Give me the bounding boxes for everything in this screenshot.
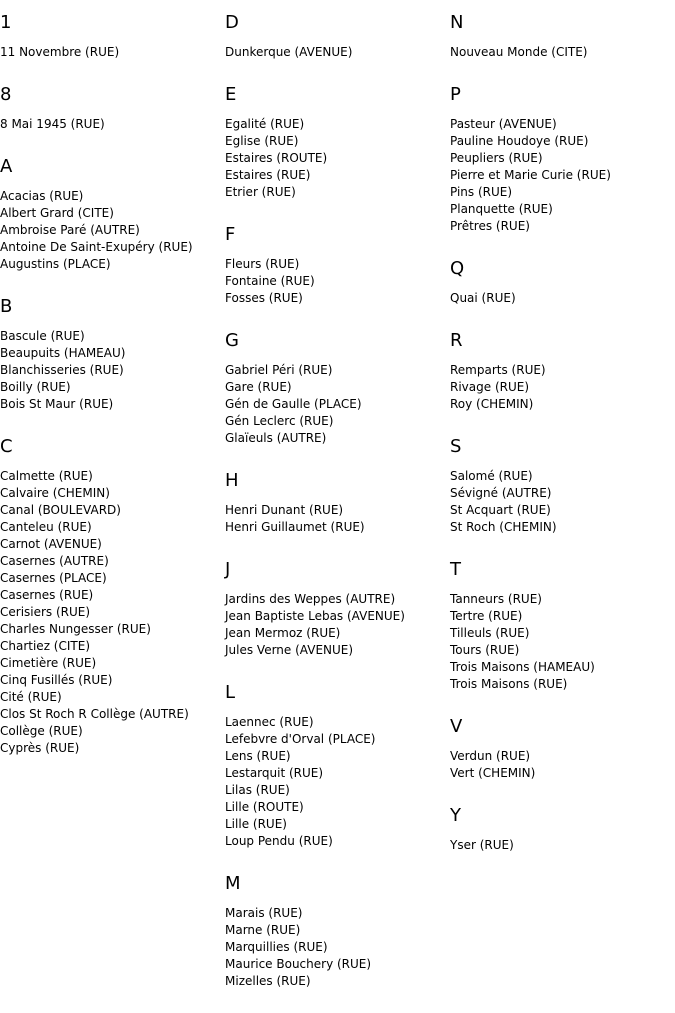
street-item[interactable]: Acacias (RUE) — [0, 189, 84, 203]
letter-group — [225, 470, 447, 536]
street-item[interactable]: Maurice Bouchery (RUE) — [225, 957, 372, 971]
street-item[interactable]: Cyprès (RUE) — [0, 741, 80, 755]
street-list — [450, 116, 672, 235]
street-list — [0, 44, 222, 61]
street-item[interactable]: Casernes (RUE) — [0, 588, 94, 602]
street-list — [225, 116, 447, 201]
street-item[interactable]: Pauline Houdoye (RUE) — [450, 134, 589, 148]
street-item[interactable]: Marquillies (RUE) — [225, 940, 328, 954]
letter-group — [450, 436, 672, 536]
street-index-column-2 — [225, 12, 447, 1013]
street-item[interactable]: Casernes (PLACE) — [0, 571, 107, 585]
street-item[interactable]: Lille (RUE) — [225, 817, 287, 831]
street-list — [450, 591, 672, 693]
letter-group — [225, 559, 447, 659]
street-item[interactable]: Rivage (RUE) — [450, 380, 530, 394]
street-item[interactable]: Pasteur (AVENUE) — [450, 117, 557, 131]
street-list — [225, 362, 447, 447]
street-index-column-3 — [450, 12, 672, 877]
street-item[interactable]: Blanchisseries (RUE) — [0, 363, 124, 377]
street-item[interactable]: Trois Maisons (RUE) — [450, 677, 568, 691]
street-item[interactable]: Tertre (RUE) — [450, 609, 523, 623]
letter-heading: Y — [450, 805, 461, 826]
letter-group — [450, 559, 672, 693]
street-item[interactable]: Lestarquit (RUE) — [225, 766, 324, 780]
street-item[interactable]: Tanneurs (RUE) — [450, 592, 542, 606]
letter-group — [450, 84, 672, 235]
letter-heading: M — [225, 873, 241, 894]
street-item[interactable]: Henri Dunant (RUE) — [225, 503, 344, 517]
street-item[interactable]: Chartiez (CITE) — [0, 639, 90, 653]
street-item[interactable]: Verdun (RUE) — [450, 749, 531, 763]
street-item[interactable]: Casernes (AUTRE) — [0, 554, 109, 568]
letter-heading: G — [225, 330, 239, 351]
letter-group — [225, 12, 447, 61]
street-item[interactable]: Remparts (RUE) — [450, 363, 546, 377]
street-item[interactable]: Marais (RUE) — [225, 906, 303, 920]
letter-group — [0, 436, 222, 757]
street-item[interactable]: Jardins des Weppes (AUTRE) — [225, 592, 396, 606]
street-list — [450, 468, 672, 536]
street-list — [0, 468, 222, 757]
street-list — [225, 256, 447, 307]
letter-heading: F — [225, 224, 236, 245]
street-item[interactable]: Lilas (RUE) — [225, 783, 290, 797]
street-item[interactable]: Roy (CHEMIN) — [450, 397, 534, 411]
street-item[interactable]: Canal (BOULEVARD) — [0, 503, 121, 517]
letter-heading: L — [225, 682, 236, 703]
street-item[interactable]: Cimetière (RUE) — [0, 656, 97, 670]
street-item[interactable]: Lille (ROUTE) — [225, 800, 304, 814]
street-item[interactable]: Carnot (AVENUE) — [0, 537, 102, 551]
street-list — [225, 591, 447, 659]
street-item[interactable]: Calvaire (CHEMIN) — [0, 486, 110, 500]
letter-heading: D — [225, 12, 239, 33]
letter-group — [0, 84, 222, 133]
street-item[interactable]: Quai (RUE) — [450, 291, 516, 305]
street-list — [0, 116, 222, 133]
street-item[interactable]: Peupliers (RUE) — [450, 151, 543, 165]
street-item[interactable]: Gabriel Péri (RUE) — [225, 363, 333, 377]
letter-group — [225, 84, 447, 201]
street-item[interactable]: Sévigné (AUTRE) — [450, 486, 552, 500]
street-item[interactable]: Canteleu (RUE) — [0, 520, 92, 534]
street-list — [450, 748, 672, 782]
letter-heading: B — [0, 296, 13, 317]
letter-group — [225, 330, 447, 447]
street-item[interactable]: Antoine De Saint-Exupéry (RUE) — [0, 240, 193, 254]
letter-group — [450, 716, 672, 782]
street-list — [450, 44, 672, 61]
letter-heading: N — [450, 12, 464, 33]
street-list — [450, 837, 672, 854]
street-item[interactable]: Loup Pendu (RUE) — [225, 834, 333, 848]
letter-group — [450, 330, 672, 413]
street-item[interactable]: Boilly (RUE) — [0, 380, 71, 394]
letter-heading: A — [0, 156, 13, 177]
letter-group — [0, 296, 222, 413]
street-item[interactable]: Dunkerque (AVENUE) — [225, 45, 353, 59]
street-item[interactable]: Jean Mermoz (RUE) — [225, 626, 341, 640]
letter-group — [0, 156, 222, 273]
street-item[interactable]: Gén Leclerc (RUE) — [225, 414, 334, 428]
street-item[interactable]: Fosses (RUE) — [225, 291, 303, 305]
letter-group — [0, 12, 222, 61]
street-item[interactable]: Mizelles (RUE) — [225, 974, 311, 988]
street-list — [450, 290, 672, 307]
street-item[interactable]: Salomé (RUE) — [450, 469, 533, 483]
street-item[interactable]: Prêtres (RUE) — [450, 219, 530, 233]
street-list — [225, 714, 447, 850]
street-item[interactable]: Egalité (RUE) — [225, 117, 305, 131]
street-list — [225, 905, 447, 990]
letter-group — [225, 873, 447, 990]
letter-heading: P — [450, 84, 461, 105]
street-item[interactable]: Jules Verne (AVENUE) — [225, 643, 354, 657]
letter-group — [225, 682, 447, 850]
street-item[interactable]: Trois Maisons (HAMEAU) — [450, 660, 595, 674]
street-item[interactable]: Clos St Roch R Collège (AUTRE) — [0, 707, 189, 721]
letter-group — [450, 805, 672, 854]
street-item[interactable]: Cité (RUE) — [0, 690, 62, 704]
letter-heading: J — [225, 559, 231, 580]
street-list — [225, 502, 447, 536]
street-item[interactable]: Lefebvre d'Orval (PLACE) — [225, 732, 376, 746]
street-item[interactable]: Beaupuits (HAMEAU) — [0, 346, 126, 360]
letter-heading: S — [450, 436, 462, 457]
letter-heading: Q — [450, 258, 465, 279]
street-item[interactable]: Laennec (RUE) — [225, 715, 314, 729]
street-item[interactable]: Cinq Fusillés (RUE) — [0, 673, 113, 687]
street-item[interactable]: Estaires (ROUTE) — [225, 151, 328, 165]
street-item[interactable]: St Acquart (RUE) — [450, 503, 551, 517]
street-item[interactable]: Gare (RUE) — [225, 380, 292, 394]
street-item[interactable]: Tours (RUE) — [450, 643, 520, 657]
street-list — [225, 44, 447, 61]
letter-heading: 1 — [0, 12, 12, 33]
street-item[interactable]: Etrier (RUE) — [225, 185, 296, 199]
street-item[interactable]: Nouveau Monde (CITE) — [450, 45, 588, 59]
street-item[interactable]: Henri Guillaumet (RUE) — [225, 520, 365, 534]
letter-heading: C — [0, 436, 13, 457]
street-item[interactable]: Glaïeuls (AUTRE) — [225, 431, 327, 445]
street-list — [450, 362, 672, 413]
street-item[interactable]: Collège (RUE) — [0, 724, 83, 738]
street-item[interactable]: Calmette (RUE) — [0, 469, 93, 483]
street-item[interactable]: Augustins (PLACE) — [0, 257, 111, 271]
street-item[interactable]: Marne (RUE) — [225, 923, 301, 937]
letter-heading: 8 — [0, 84, 12, 105]
street-item[interactable]: St Roch (CHEMIN) — [450, 520, 557, 534]
letter-group — [450, 258, 672, 307]
letter-heading: R — [450, 330, 463, 351]
street-item[interactable]: Vert (CHEMIN) — [450, 766, 536, 780]
letter-group — [450, 12, 672, 61]
letter-heading: V — [450, 716, 463, 737]
letter-heading: H — [225, 470, 239, 491]
street-index-column-1 — [0, 12, 222, 780]
letter-group — [225, 224, 447, 307]
street-item[interactable]: Eglise (RUE) — [225, 134, 299, 148]
street-item[interactable]: Lens (RUE) — [225, 749, 291, 763]
street-item[interactable]: Bascule (RUE) — [0, 329, 85, 343]
street-item[interactable]: Yser (RUE) — [450, 838, 514, 852]
street-item[interactable]: Cerisiers (RUE) — [0, 605, 91, 619]
street-item[interactable]: Albert Grard (CITE) — [0, 206, 114, 220]
street-item[interactable]: Planquette (RUE) — [450, 202, 553, 216]
letter-heading: E — [225, 84, 237, 105]
street-item[interactable]: Bois St Maur (RUE) — [0, 397, 114, 411]
street-item[interactable]: Estaires (RUE) — [225, 168, 311, 182]
street-list — [0, 328, 222, 413]
street-item[interactable]: Jean Baptiste Lebas (AVENUE) — [225, 609, 405, 623]
street-item[interactable]: Ambroise Paré (AUTRE) — [0, 223, 140, 237]
street-item[interactable]: Fontaine (RUE) — [225, 274, 315, 288]
street-item[interactable]: Fleurs (RUE) — [225, 257, 300, 271]
street-item[interactable]: 11 Novembre (RUE) — [0, 45, 120, 59]
street-item[interactable]: Pierre et Marie Curie (RUE) — [450, 168, 611, 182]
street-item[interactable]: Tilleuls (RUE) — [450, 626, 530, 640]
letter-heading: T — [450, 559, 461, 580]
street-item[interactable]: Gén de Gaulle (PLACE) — [225, 397, 362, 411]
street-item[interactable]: 8 Mai 1945 (RUE) — [0, 117, 105, 131]
street-item[interactable]: Pins (RUE) — [450, 185, 513, 199]
street-list — [0, 188, 222, 273]
street-item[interactable]: Charles Nungesser (RUE) — [0, 622, 151, 636]
